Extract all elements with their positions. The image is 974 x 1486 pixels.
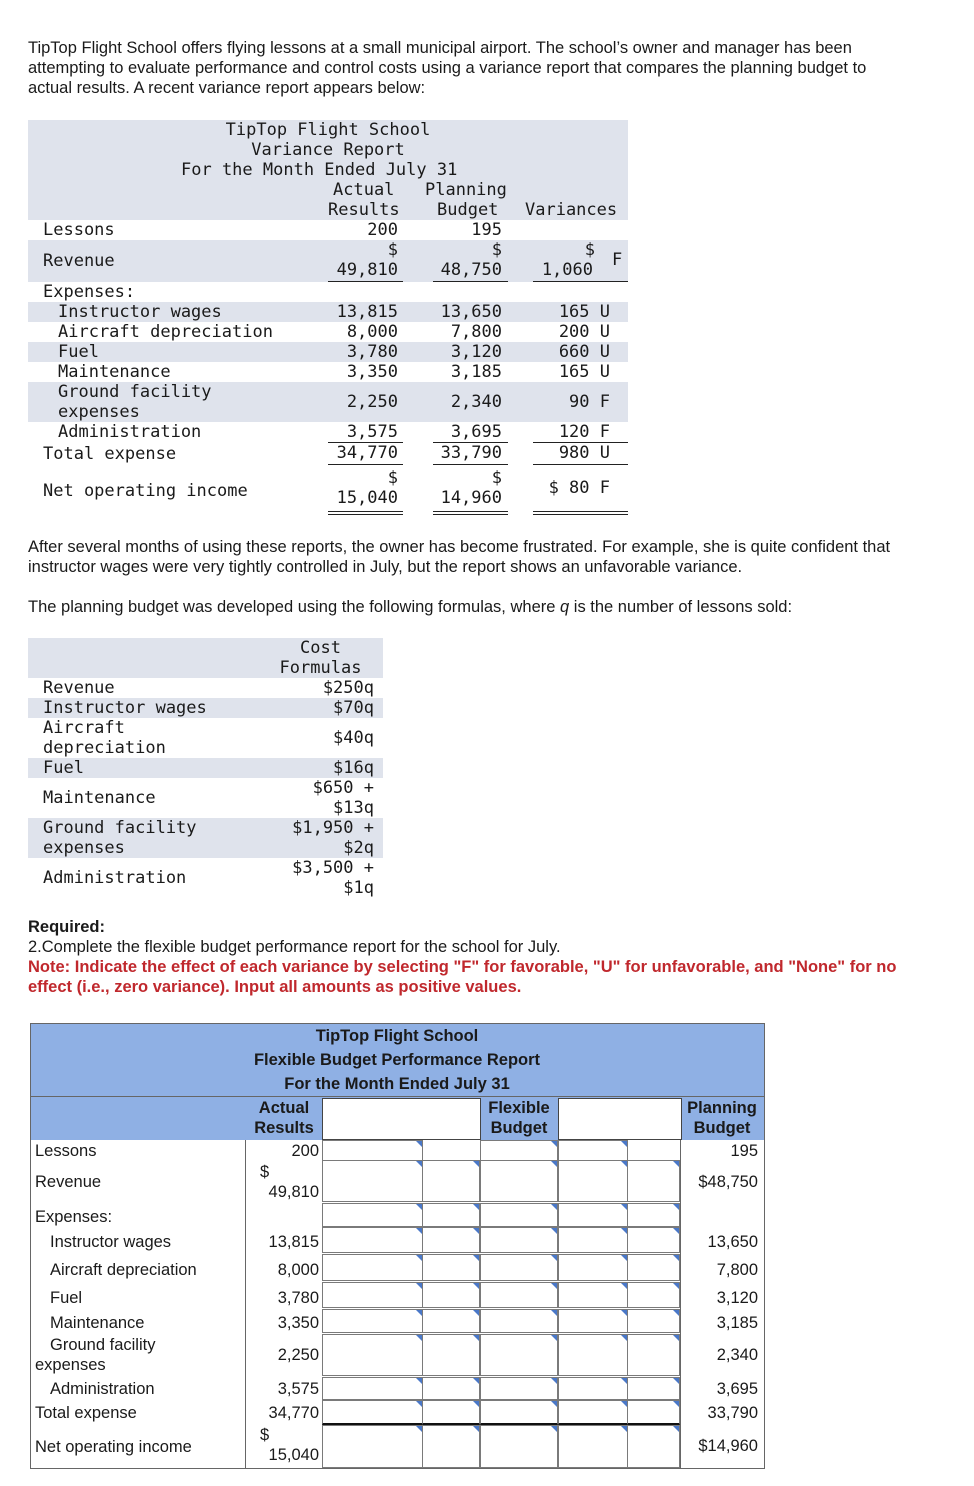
formula-label: Maintenance [43, 788, 156, 808]
revenue-flag-select[interactable] [627, 1160, 680, 1202]
ground-variance-input[interactable] [322, 1334, 423, 1376]
maintenance-flag-select[interactable] [422, 1309, 480, 1333]
formula-value: $40q [333, 728, 374, 748]
maintenance-flex-input[interactable] [480, 1309, 558, 1333]
admin-variance-input[interactable] [322, 1377, 423, 1400]
revenue-input[interactable] [558, 1160, 628, 1202]
expenses-input[interactable] [480, 1203, 558, 1227]
admin-variance-input[interactable] [558, 1377, 628, 1400]
revenue-flex-input[interactable] [480, 1160, 558, 1202]
expense-variance: 165 U [558, 362, 610, 382]
expense-plan: 3,695 [450, 422, 502, 442]
cost-formulas-table [28, 638, 388, 900]
revenue-label: Revenue [43, 251, 115, 271]
admin-flag-select[interactable] [422, 1377, 480, 1400]
expense-plan: 2,340 [450, 392, 502, 412]
lessons-input[interactable] [322, 1140, 423, 1161]
report-title: TipTop Flight School [315, 1027, 479, 1045]
formula-label: Instructor wages [43, 698, 207, 718]
expenses-label: Expenses: [43, 282, 136, 302]
lessons-flex-input[interactable] [480, 1140, 558, 1161]
formula-value: $13q [333, 798, 374, 818]
fuel-label: Fuel [50, 1289, 83, 1307]
depreciation-variance-input[interactable] [322, 1254, 423, 1281]
formula-label: Ground facility [43, 818, 197, 838]
col-plan-header: Planning [687, 1099, 757, 1117]
required-note: effect (i.e., zero variance). Input all amounts as positive values. [28, 978, 522, 996]
admin-label: Administration [50, 1380, 155, 1398]
total-expense-actual: 34,770 [336, 443, 398, 463]
col-var-header: Variances [525, 200, 618, 220]
admin-flag-select[interactable] [627, 1377, 680, 1400]
formula-header: Formulas [279, 658, 362, 678]
expense-plan: 7,800 [450, 322, 502, 342]
wages-plan: 13,650 [707, 1233, 758, 1251]
wages-variance-input[interactable] [322, 1227, 423, 1253]
expenses-input[interactable] [322, 1203, 423, 1227]
intro-line: actual results. A recent variance report appears below: [28, 79, 426, 97]
admin-flex-input[interactable] [480, 1377, 558, 1400]
fuel-flag-select[interactable] [422, 1282, 480, 1308]
required-section [28, 917, 896, 997]
formula-label: Aircraft [43, 718, 125, 738]
expense-actual: 8,000 [346, 322, 398, 342]
maintenance-variance-input[interactable] [558, 1309, 628, 1333]
ground-flag-select[interactable] [422, 1334, 480, 1376]
noi-variance-input[interactable] [322, 1425, 423, 1468]
total-variance-input[interactable] [322, 1400, 423, 1425]
fuel-plan: 3,120 [716, 1289, 758, 1307]
middle-line: The planning budget was developed using the following formulas, where q is the number of lessons sold: [28, 598, 793, 616]
col-plan-header: Planning [425, 180, 507, 200]
report-subtitle: Variance Report [251, 140, 405, 160]
expense-actual: 3,575 [346, 422, 398, 442]
col-plan-header: Budget [437, 200, 499, 220]
noi-variance-input[interactable] [558, 1425, 628, 1468]
noi-label: Net operating income [43, 481, 248, 501]
formula-label: Revenue [43, 678, 115, 698]
formula-value: $650 + [312, 778, 374, 798]
lessons-label: Lessons [35, 1142, 97, 1160]
maintenance-plan: 3,185 [716, 1314, 758, 1332]
dollar-sign: $ [491, 240, 502, 260]
dollar-sign: $ [584, 240, 595, 260]
noi-flex-input[interactable] [480, 1425, 558, 1468]
dollar-sign: $ [260, 1163, 270, 1181]
admin-plan: 3,695 [716, 1380, 758, 1398]
noi-flag-select[interactable] [422, 1425, 480, 1468]
lessons-label: Lessons [43, 220, 115, 240]
expense-variance: 165 U [558, 302, 610, 322]
revenue-plan: 48,750 [440, 260, 502, 280]
wages-flex-input[interactable] [480, 1227, 558, 1253]
noi-actual: 15,040 [268, 1446, 319, 1464]
depreciation-actual: 8,000 [277, 1261, 319, 1279]
expenses-input[interactable] [627, 1203, 680, 1227]
fuel-flag-select[interactable] [627, 1282, 680, 1308]
total-expense-actual: 34,770 [268, 1404, 319, 1422]
col-actual-header: Results [254, 1119, 314, 1137]
dollar-sign: $ [387, 468, 398, 488]
revenue-label: Revenue [35, 1173, 102, 1191]
total-flag-select[interactable] [422, 1400, 480, 1425]
report-period: For the Month Ended July 31 [181, 160, 458, 180]
lessons-plan: 195 [471, 220, 502, 240]
expense-label: Administration [58, 422, 202, 442]
expense-variance: 120 F [558, 422, 610, 442]
report-title: TipTop Flight School [225, 120, 431, 140]
expense-plan: 3,120 [450, 342, 502, 362]
col-plan-header: Budget [693, 1119, 751, 1137]
intro-line: attempting to evaluate performance and control costs using a variance report that compares the planning budget to [28, 59, 867, 77]
variance-header-input[interactable] [322, 1098, 481, 1140]
revenue-input[interactable] [322, 1160, 423, 1202]
noi-label: Net operating income [35, 1438, 192, 1456]
revenue-plan: $48,750 [698, 1173, 758, 1191]
ground-flex-input[interactable] [480, 1334, 558, 1376]
dollar-sign: $ [491, 468, 502, 488]
expense-label: expenses [58, 402, 140, 422]
expense-actual: 3,350 [346, 362, 398, 382]
formula-label: depreciation [43, 738, 166, 758]
depreciation-flag-select[interactable] [422, 1254, 480, 1281]
noi-plan: 14,960 [440, 488, 502, 508]
revenue-variance-flag: F [612, 250, 623, 270]
formula-value: $1,950 + [292, 818, 374, 838]
required-heading: Required: [28, 918, 106, 936]
fuel-actual: 3,780 [277, 1289, 319, 1307]
expense-label: Aircraft depreciation [58, 322, 273, 342]
fuel-variance-input[interactable] [322, 1282, 423, 1308]
formula-label: Administration [43, 868, 187, 888]
depreciation-variance-input[interactable] [558, 1254, 628, 1281]
expense-actual: 3,780 [346, 342, 398, 362]
lessons-actual: 200 [367, 220, 398, 240]
expense-actual: 2,250 [346, 392, 398, 412]
expense-plan: 13,650 [440, 302, 502, 322]
formula-value: $16q [333, 758, 374, 778]
lessons-input[interactable] [558, 1140, 628, 1161]
noi-actual: 15,040 [336, 488, 398, 508]
maintenance-flag-select[interactable] [627, 1309, 680, 1333]
ground-actual: 2,250 [277, 1346, 319, 1364]
noi-variance: $ 80 F [548, 478, 610, 498]
required-note: Note: Indicate the effect of each variance by selecting "F" for favorable, "U" for unfavorable, and "None" for no [28, 958, 897, 976]
variance-header-input[interactable] [558, 1098, 682, 1140]
expense-actual: 13,815 [336, 302, 398, 322]
noi-flag-select[interactable] [627, 1425, 680, 1468]
depreciation-flex-input[interactable] [480, 1254, 558, 1281]
formula-value: $2q [343, 838, 374, 858]
total-flex-input[interactable] [480, 1400, 558, 1425]
formula-value: $250q [322, 678, 374, 698]
intro-line: TipTop Flight School offers flying lessons at a small municipal airport. The school’s owner and manager has been [28, 39, 852, 57]
revenue-variance: 1,060 [541, 260, 593, 280]
report-period: For the Month Ended July 31 [284, 1075, 510, 1093]
depreciation-label: Aircraft depreciation [50, 1261, 197, 1279]
col-flex-header: Budget [490, 1119, 548, 1137]
expense-plan: 3,185 [450, 362, 502, 382]
total-expense-label: Total expense [43, 444, 177, 464]
admin-actual: 3,575 [277, 1380, 319, 1398]
dollar-sign: $ [260, 1426, 270, 1444]
formula-label: Fuel [43, 758, 84, 778]
depreciation-flag-select[interactable] [627, 1254, 680, 1281]
wages-flag-select[interactable] [627, 1227, 680, 1253]
lessons-actual: 200 [291, 1142, 319, 1160]
total-expense-label: Total expense [35, 1404, 137, 1422]
total-flag-select[interactable] [627, 1400, 680, 1425]
maintenance-label: Maintenance [50, 1314, 145, 1332]
revenue-actual: 49,810 [336, 260, 398, 280]
ground-label: expenses [35, 1356, 106, 1374]
dollar-sign: $ [387, 240, 398, 260]
wages-label: Instructor wages [50, 1233, 172, 1251]
fuel-variance-input[interactable] [558, 1282, 628, 1308]
expense-label: Fuel [58, 342, 99, 362]
revenue-flag-select[interactable] [422, 1160, 480, 1202]
flexible-budget-report [30, 1023, 764, 1469]
total-variance-input[interactable] [558, 1400, 628, 1425]
col-actual-header: Actual [258, 1099, 310, 1117]
col-flex-header: Flexible [488, 1099, 550, 1117]
required-task: 2.Complete the flexible budget performance report for the school for July. [28, 938, 561, 956]
expenses-input[interactable] [558, 1203, 628, 1227]
total-expense-variance: 980 U [558, 443, 610, 463]
formula-label: expenses [43, 838, 125, 858]
middle-line: instructor wages were very tightly controlled in July, but the report shows an unfavorable variance. [28, 558, 743, 576]
expense-variance: 90 F [569, 392, 610, 412]
expense-variance: 660 U [558, 342, 610, 362]
revenue-actual: 49,810 [268, 1183, 319, 1201]
expense-label: Maintenance [58, 362, 171, 382]
ground-label: Ground facility [50, 1336, 156, 1354]
formula-value: $1q [343, 878, 374, 898]
report-subtitle: Flexible Budget Performance Report [253, 1051, 541, 1069]
lessons-plan: 195 [730, 1142, 758, 1160]
expenses-label: Expenses: [35, 1208, 113, 1226]
intro-text [28, 38, 866, 98]
wages-actual: 13,815 [268, 1233, 319, 1251]
wages-flag-select[interactable] [422, 1227, 480, 1253]
formula-header: Cost [300, 638, 341, 658]
expenses-input[interactable] [422, 1203, 480, 1227]
ground-variance-input[interactable] [558, 1334, 628, 1376]
expense-label: Ground facility [58, 382, 212, 402]
expense-variance: 200 U [558, 322, 610, 342]
expense-label: Instructor wages [58, 302, 222, 322]
fuel-flex-input[interactable] [480, 1282, 558, 1308]
variance-report [28, 120, 628, 520]
noi-plan: $14,960 [698, 1437, 758, 1455]
total-expense-plan: 33,790 [440, 443, 502, 463]
ground-plan: 2,340 [716, 1346, 758, 1364]
middle-line: After several months of using these reports, the owner has become frustrated. For example, she is quite confident that [28, 538, 891, 556]
col-actual-header: Results [328, 200, 400, 220]
formula-value: $3,500 + [292, 858, 374, 878]
ground-flag-select[interactable] [627, 1334, 680, 1376]
wages-variance-input[interactable] [558, 1227, 628, 1253]
depreciation-plan: 7,800 [716, 1261, 758, 1279]
maintenance-variance-input[interactable] [322, 1309, 423, 1333]
total-expense-plan: 33,790 [707, 1404, 758, 1422]
middle-text [28, 537, 890, 617]
maintenance-actual: 3,350 [277, 1314, 319, 1332]
col-actual-header: Actual [333, 180, 395, 200]
formula-value: $70q [333, 698, 374, 718]
